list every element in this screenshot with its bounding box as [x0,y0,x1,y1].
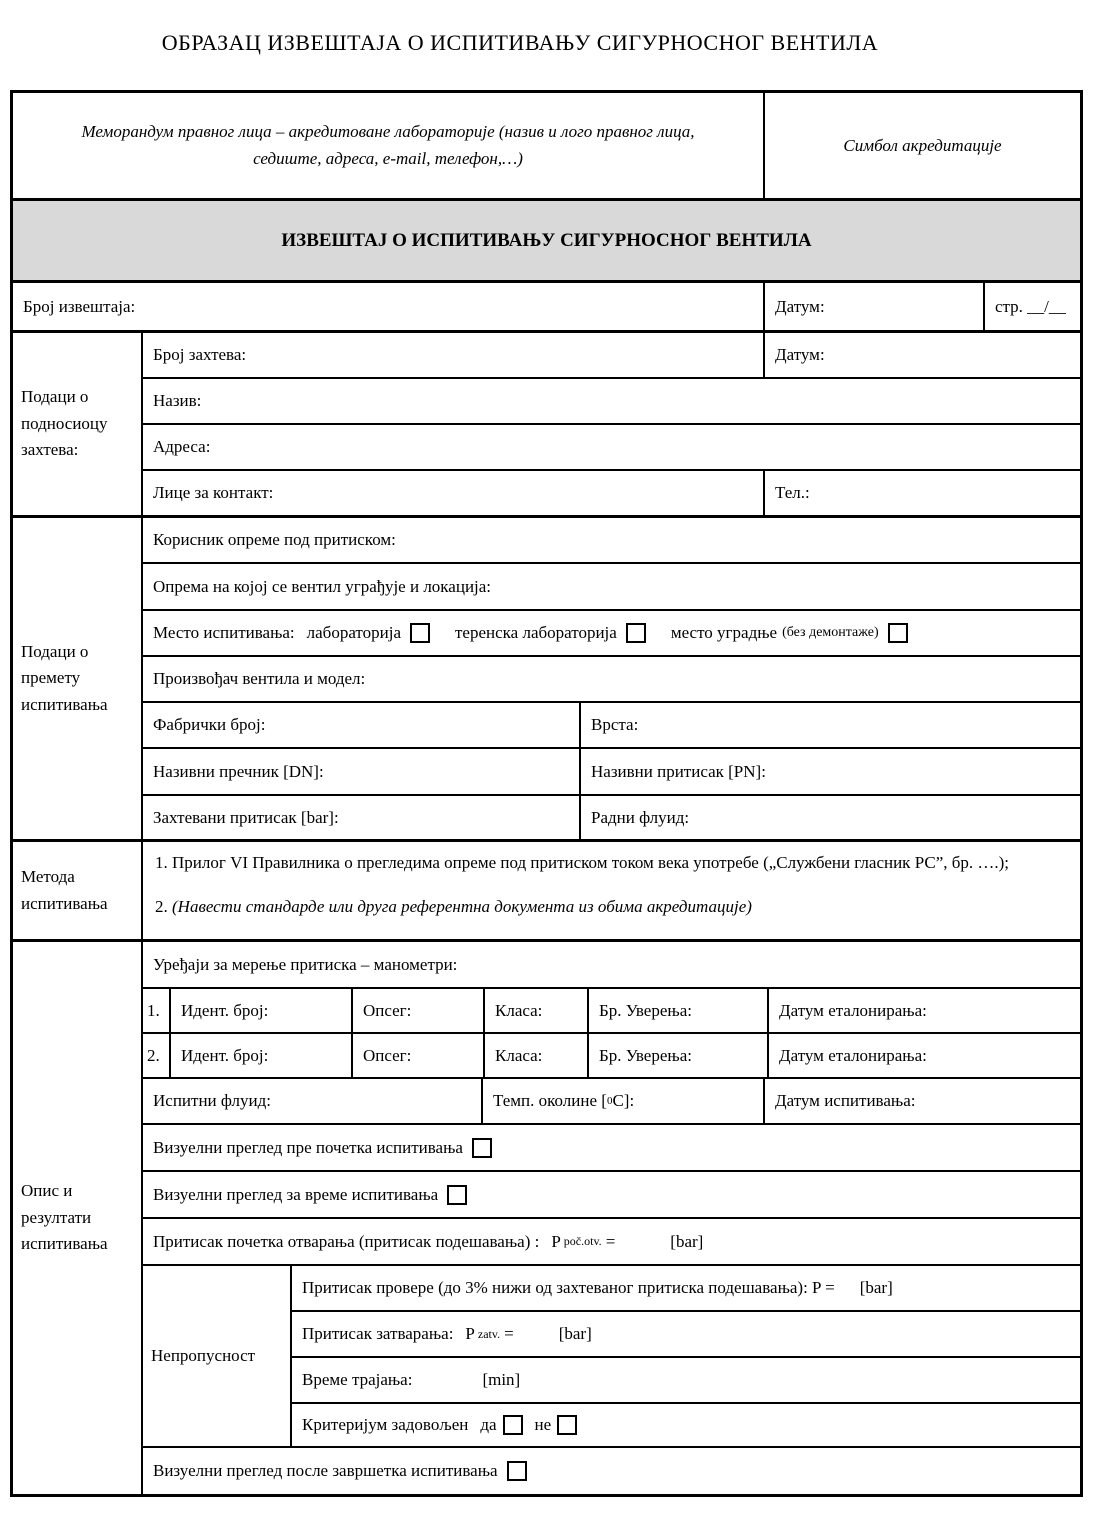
gauge-2-class-cell [485,1034,589,1077]
closing-pressure-symbol: P [465,1324,475,1343]
gauges-title-label: Уређаји за мерење притиска – манометри: [153,954,458,974]
equipment-location-label: Опрема на којој се вентил уграђује и локација: [153,576,492,596]
applicant-section-label: Подаци о подносиоцу захтева: [21,387,108,460]
request-number-label: Број захтева: [153,345,247,364]
gauge-2-id-label: Идент. број: [181,1045,269,1065]
checkbox-installation-site[interactable] [888,623,908,643]
tightness-label: Непропусност [151,1346,256,1365]
gauge-1-certificate-cell [589,989,769,1032]
tightness-label-cell [143,1266,292,1446]
contact-person-row [143,471,1080,515]
test-place-cell [143,611,1080,655]
gauge-2-certificate-cell [589,1034,769,1077]
memo-header-row [13,93,1080,201]
gauge-1-id-label: Идент. број: [181,1000,269,1020]
gauges-title-cell [143,942,1080,987]
checkbox-criterion-no[interactable] [557,1415,577,1435]
gauge-1-class-label: Класа: [495,1000,543,1020]
applicant-name-row [143,379,1080,425]
subject-section [13,518,1080,842]
equipment-location-cell [143,564,1080,609]
gauges-title-row [143,942,1080,989]
valve-type-cell [581,703,1080,747]
fluid-temp-date-row [143,1079,1080,1125]
duration-cell [292,1358,1080,1402]
equipment-user-cell [143,518,1080,562]
visual-during-label: Визуелни преглед за време испитивања [153,1184,439,1204]
method-section-label-cell [13,842,143,939]
checkbox-criterion-yes[interactable] [503,1415,523,1435]
closing-pressure-cell [292,1312,1080,1356]
applicant-name-cell [143,379,1080,423]
manufacturer-cell [143,657,1080,701]
method-item-2-number: 2. [155,897,172,917]
applicant-address-label: Адреса: [153,437,211,456]
option-laboratory-label: лабораторија [306,623,401,642]
opening-pressure-cell [143,1219,1080,1264]
request-number-row [143,333,1080,379]
report-form-table [10,90,1083,1497]
gauge-2-id-cell [171,1034,353,1077]
visual-during-cell [143,1172,1080,1217]
option-field-laboratory-label: теренска лабораторија [455,623,617,642]
nominal-pressure-label: Називни притисак [PN]: [591,761,766,781]
opening-pressure-symbol: P [551,1231,561,1251]
option-installation-site-label: место уградње [670,623,778,642]
report-date-label: Датум: [775,296,825,316]
closing-pressure-unit: [bar] [558,1324,592,1343]
request-number-cell [143,333,765,377]
report-number-label: Број извештаја: [23,296,136,316]
working-fluid-label: Радни флуид: [591,807,690,827]
report-date-cell [765,283,985,330]
check-pressure-row [292,1266,1080,1312]
checkbox-field-laboratory[interactable] [626,623,646,643]
applicant-section-label-cell [13,333,143,515]
gauge-2-calibration-cell [769,1034,1080,1077]
opening-pressure-label: Притисак почетка отварања (притисак подешавања) : [153,1231,540,1251]
opening-pressure-subscript: poč.otv. [563,1234,602,1248]
opening-pressure-unit: [bar] [670,1231,704,1251]
nominal-diameter-label: Називни пречник [DN]: [153,761,324,781]
method-item-2 [155,894,752,920]
closing-pressure-subscript: zatv. [477,1326,501,1341]
closing-pressure-equals: = [504,1324,514,1343]
nominal-diameter-cell [143,749,581,794]
gauge-2-certificate-label: Бр. Уверења: [599,1045,692,1065]
checkbox-visual-during[interactable] [447,1185,467,1205]
banner: ИЗВЕШТАЈ О ИСПИТИВАЊУ СИГУРНОСНОГ ВЕНТИЛА [13,201,1080,280]
applicant-address-row [143,425,1080,471]
test-fluid-label: Испитни флуид: [153,1091,271,1110]
test-date-cell [765,1079,1080,1123]
criterion-label: Критеријум задовољен [302,1415,469,1434]
visual-before-row [143,1125,1080,1172]
gauge-1-id-cell [171,989,353,1032]
gauge-1-calibration-cell [769,989,1080,1032]
gauge-2-calibration-label: Датум еталонирања: [779,1045,927,1065]
gauge-1-range-label: Опсег: [363,1000,412,1020]
criterion-yes-label: да [480,1415,497,1434]
check-pressure-unit: [bar] [859,1278,893,1297]
visual-after-cell [143,1448,1080,1494]
serial-number-label: Фабрички број: [153,715,266,734]
checkbox-visual-after[interactable] [507,1461,527,1481]
equipment-user-row [143,518,1080,564]
working-fluid-cell [581,796,1080,839]
serial-number-cell [143,703,581,747]
visual-during-row [143,1172,1080,1219]
results-section-label: Опис и резултати испитивања [21,1181,108,1254]
visual-before-label: Визуелни преглед пре почетка испитивања [153,1137,463,1157]
page-number-cell [985,283,1080,330]
check-pressure-label: Притисак провере (до 3% нижи од захтеваног притиска подешавања): P = [302,1278,835,1297]
closing-pressure-row [292,1312,1080,1358]
memo-cell [13,93,765,198]
page-title: ОБРАЗАЦ ИЗВЕШТАЈА О ИСПИТИВАЊУ СИГУРНОСНОГ ВЕНТИЛА [161,30,879,55]
nominal-row [143,749,1080,796]
results-section-label-cell [13,942,143,1494]
report-number-cell [13,283,765,330]
gauge-2-number: 2. [143,1034,171,1077]
duration-unit: [min] [482,1370,521,1389]
visual-after-label: Визуелни преглед после завршетка испитивања [153,1461,498,1480]
nominal-pressure-cell [581,749,1080,794]
manufacturer-row [143,657,1080,703]
subject-section-label: Подаци о премету испитивања [21,641,108,714]
gauge-1-calibration-label: Датум еталонирања: [779,1000,927,1020]
opening-pressure-row [143,1219,1080,1266]
accreditation-symbol-text: Симбол акредитације [843,135,1002,155]
visual-before-cell [143,1125,1080,1170]
valve-type-label: Врста: [591,715,639,734]
opening-pressure-equals: = [605,1231,616,1251]
serial-type-row [143,703,1080,749]
required-pressure-row [143,796,1080,839]
applicant-content [143,333,1080,515]
option-installation-note: (без демонтаже) [782,625,879,640]
results-content [143,942,1080,1494]
test-fluid-cell [143,1079,483,1123]
phone-cell [765,471,1080,515]
subject-section-label-cell [13,518,143,839]
ambient-temp-label-post: C]: [612,1091,635,1110]
check-pressure-cell [292,1266,1080,1310]
tightness-content [292,1266,1080,1446]
contact-person-label: Лице за контакт: [153,483,274,502]
gauge-row-1 [143,989,1080,1034]
method-content-cell [143,842,1080,939]
required-pressure-cell [143,796,581,839]
applicant-section [13,333,1080,518]
method-item-1: 1. Прилог VI Правилника о прегледима опреме под притиском током века употребе („Службени гласник РС”, бр. ….); [155,853,1010,872]
banner-row [13,201,1080,283]
test-place-row [143,611,1080,657]
gauge-1-class-cell [485,989,589,1032]
criterion-cell [292,1404,1080,1446]
manufacturer-label: Произвођач вентила и модел: [153,669,366,688]
closing-pressure-label: Притисак затварања: [302,1324,454,1343]
method-section-label: Метода испитивања [21,867,108,913]
ambient-temp-label-pre: Темп. околине [ [493,1091,607,1110]
ambient-temp-superscript: 0 [606,1095,613,1107]
request-date-label: Датум: [775,345,825,364]
criterion-no-label: не [534,1415,552,1434]
required-pressure-label: Захтевани притисак [bar]: [153,807,339,827]
gauge-row-2 [143,1034,1080,1079]
tightness-block [143,1266,1080,1448]
criterion-row [292,1404,1080,1446]
applicant-address-cell [143,425,1080,469]
gauge-1-range-cell [353,989,485,1032]
checkbox-laboratory[interactable] [410,623,430,643]
gauge-2-class-label: Класа: [495,1045,543,1065]
ambient-temp-cell [483,1079,765,1123]
method-item-2-text: (Навести стандарде или друга референтна документа из обима акредитације) [172,897,752,917]
visual-after-row [143,1448,1080,1494]
gauge-2-range-cell [353,1034,485,1077]
request-date-cell [765,333,1080,377]
method-section [13,842,1080,942]
applicant-name-label: Назив: [153,391,202,410]
subject-content [143,518,1080,839]
checkbox-visual-before[interactable] [472,1138,492,1158]
results-section [13,942,1080,1494]
memo-text: Меморандум правног лица – акредитоване лабораторије (назив и лого правног лица, седиште, адреса, e-mail, телефон,…) [81,122,695,168]
gauge-1-number: 1. [143,989,171,1032]
test-date-label: Датум испитивања: [775,1091,916,1110]
accreditation-symbol-cell [765,93,1080,198]
equipment-user-label: Корисник опреме под притиском: [153,530,396,549]
page-number-label: стр. __/__ [995,296,1066,316]
gauge-2-range-label: Опсег: [363,1045,412,1065]
report-number-row [13,283,1080,333]
gauge-1-certificate-label: Бр. Уверења: [599,1000,692,1020]
test-place-label: Место испитивања: [153,623,295,642]
duration-label: Време трајања: [302,1370,413,1389]
phone-label: Тел.: [775,483,810,502]
equipment-location-row [143,564,1080,611]
contact-person-cell [143,471,765,515]
duration-row [292,1358,1080,1404]
